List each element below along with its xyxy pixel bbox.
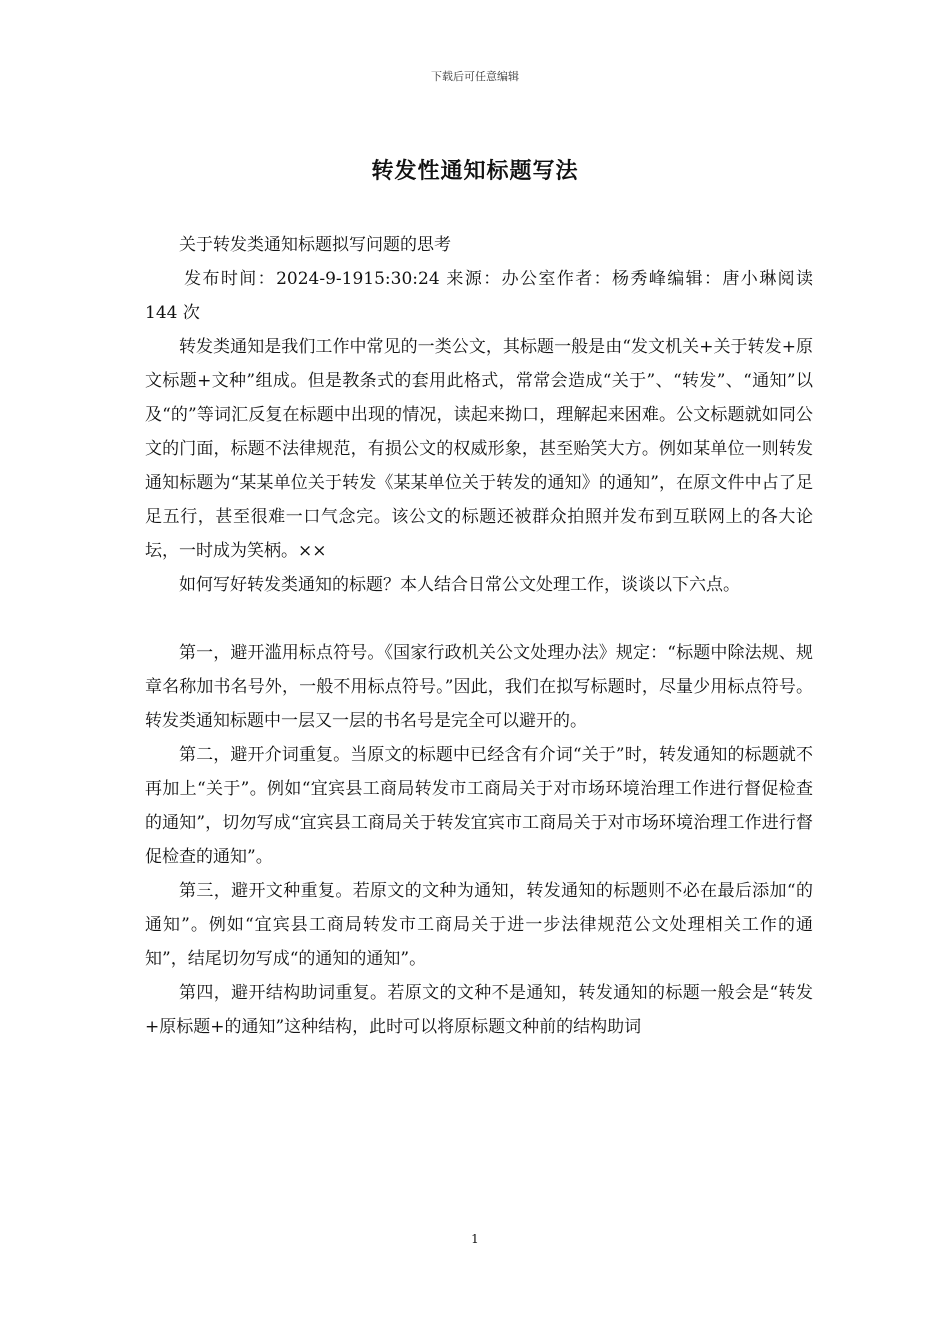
paragraph-point-1: 第一，避开滥用标点符号。《国家行政机关公文处理办法》规定：“标题中除法规、规章名称加书名号外，一般不用标点符号。”因此，我们在拟写标题时，尽量少用标点符号。转发类通知标题中一层又一层的书名号是完全可以避开的。 — [145, 643, 813, 731]
header-note: 下载后可任意编辑 — [431, 70, 519, 83]
paragraph-point-3: 第三，避开文种重复。若原文的文种为通知，转发通知的标题则不必在最后添加“的通知”。例如“宜宾县工商局转发市工商局关于进一步法律规范公文处理相关工作的通知”，结尾切勿写成“的通知的通知”。 — [145, 881, 813, 969]
paragraph-point-4: 第四，避开结构助词重复。若原文的文种不是通知，转发通知的标题一般会是“转发+原标题+的通知”这种结构，此时可以将原标题文种前的结构助词 — [145, 983, 813, 1037]
page-number: 1 — [471, 1232, 479, 1246]
document-title: 转发性通知标题写法 — [371, 159, 579, 184]
subtitle: 关于转发类通知标题拟写问题的思考 — [179, 235, 451, 255]
paragraph-intro: 转发类通知是我们工作中常见的一类公文，其标题一般是由“发文机关+关于转发+原文标题+文种”组成。但是教条式的套用此格式，常常会造成“关于”、“转发”、“通知”以及“的”等词汇反复在标题中出现的情况，读起来拗口，理解起来困难。公文标题就如同公文的门面，标题不法律规范，有损公文的权威形象，甚至贻笑大方。例如某单位一则转发通知标题为“某某单位关于转发《某某单位关于转发的通知》的通知”，在原文件中占了足足五行，甚至很难一口气念完。该公文的标题还被群众拍照并发布到互联网上的各大论坛，一时成为笑柄。×× — [145, 337, 813, 561]
document-body — [145, 228, 813, 1044]
paragraph-question: 如何写好转发类通知的标题？本人结合日常公文处理工作，谈谈以下六点。 — [179, 575, 740, 595]
article-meta: 发布时间：2024-9-1915:30:24 来源：办公室作者：杨秀峰编辑：唐小琳阅读 144 次 — [145, 269, 813, 323]
blank-line — [145, 602, 813, 636]
paragraph-point-2: 第二，避开介词重复。当原文的标题中已经含有介词“关于”时，转发通知的标题就不再加上“关于”。例如“宜宾县工商局转发市工商局关于对市场环境治理工作进行督促检查的通知”，切勿写成“宜宾县工商局关于转发宜宾市工商局关于对市场环境治理工作进行督促检查的通知”。 — [145, 745, 813, 867]
